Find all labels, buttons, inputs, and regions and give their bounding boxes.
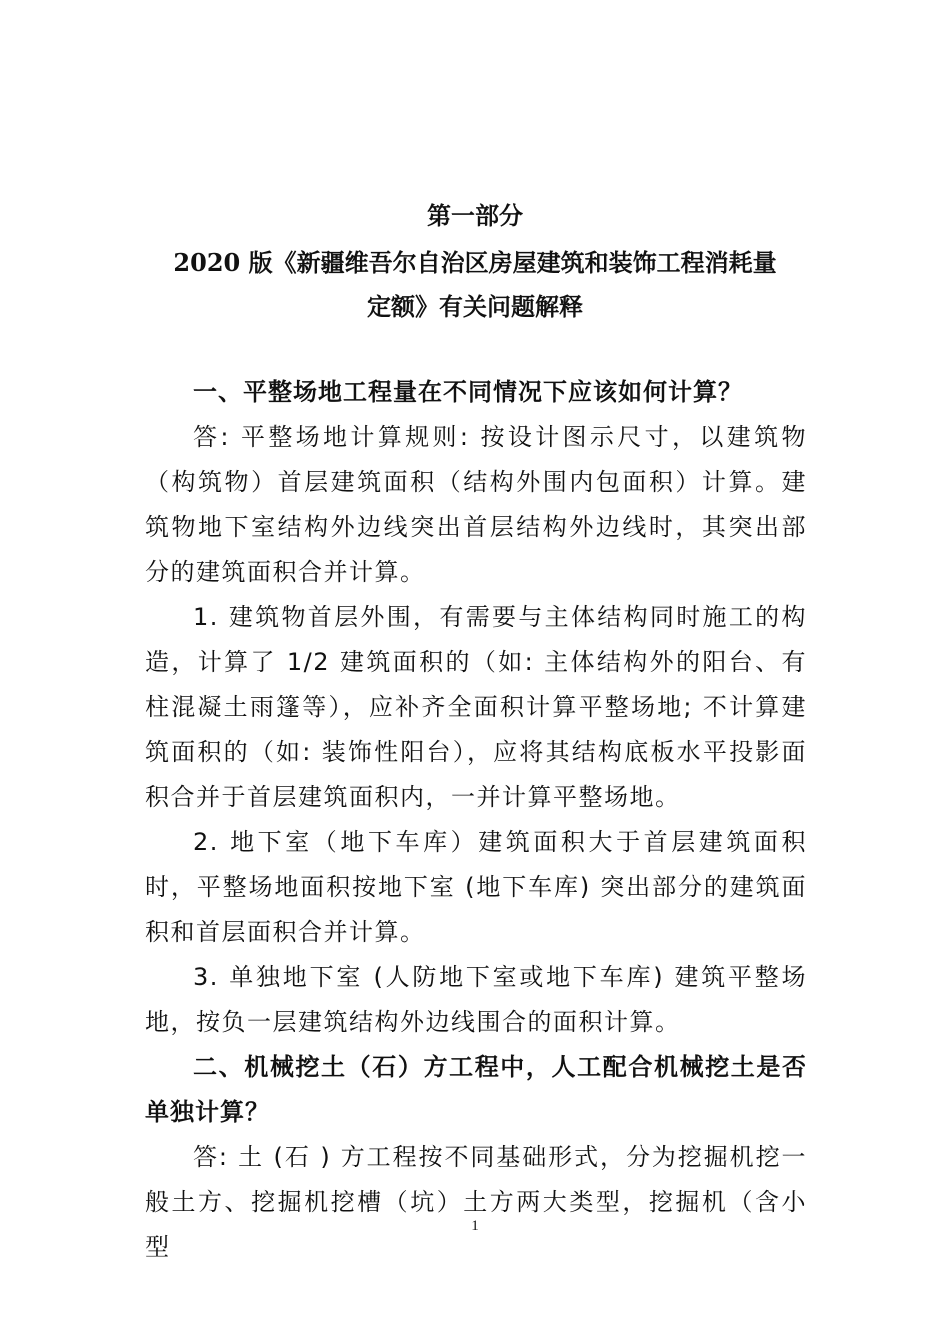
question-1-item-1: 1. 建筑物首层外围，有需要与主体结构同时施工的构造，计算了 1/2 建筑面积的（如: 主体结构外的阳台、有柱混凝土雨篷等），应补齐全面积计算平整场地; 不计算建筑面积的（如: 装饰性阳台），应将其结构底板水平投影面积合并于首层建筑面积内，一并计算平整场地。: [145, 603, 807, 811]
question-1-item-2: 2. 地下室（地下车库）建筑面积大于首层建筑面积时，平整场地面积按地下室 (地下车库) 突出部分的建筑面积和首层面积合并计算。: [145, 828, 807, 946]
question-2-answer: 答: 土 (石 ) 方工程按不同基础形式，分为挖掘机挖一般土方、挖掘机挖槽（坑）土方两大类型，挖掘机（含小型: [145, 1143, 807, 1261]
part-title: 第一部分: [427, 201, 523, 230]
document-body: [145, 370, 807, 1270]
question-1-heading: 一、平整场地工程量在不同情况下应该如何计算？: [193, 378, 743, 406]
question-1-item-3: 3. 单独地下室 (人防地下室或地下车库) 建筑平整场地，按负一层建筑结构外边线围合的面积计算。: [145, 963, 807, 1036]
doc-title-line-2: 定额》有关问题解释: [367, 292, 583, 321]
question-1-answer: 答: 平整场地计算规则: 按设计图示尺寸，以建筑物（构筑物）首层建筑面积（结构外围内包面积）计算。建筑物地下室结构外边线突出首层结构外边线时，其突出部分的建筑面积合并计算。: [145, 423, 807, 586]
question-2-heading: 二、机械挖土（石）方工程中，人工配合机械挖土是否单独计算？: [145, 1053, 807, 1126]
page-number: 1: [471, 1218, 479, 1234]
doc-title-line-1: 2020 版《新疆维吾尔自治区房屋建筑和装饰工程消耗量: [173, 248, 777, 277]
